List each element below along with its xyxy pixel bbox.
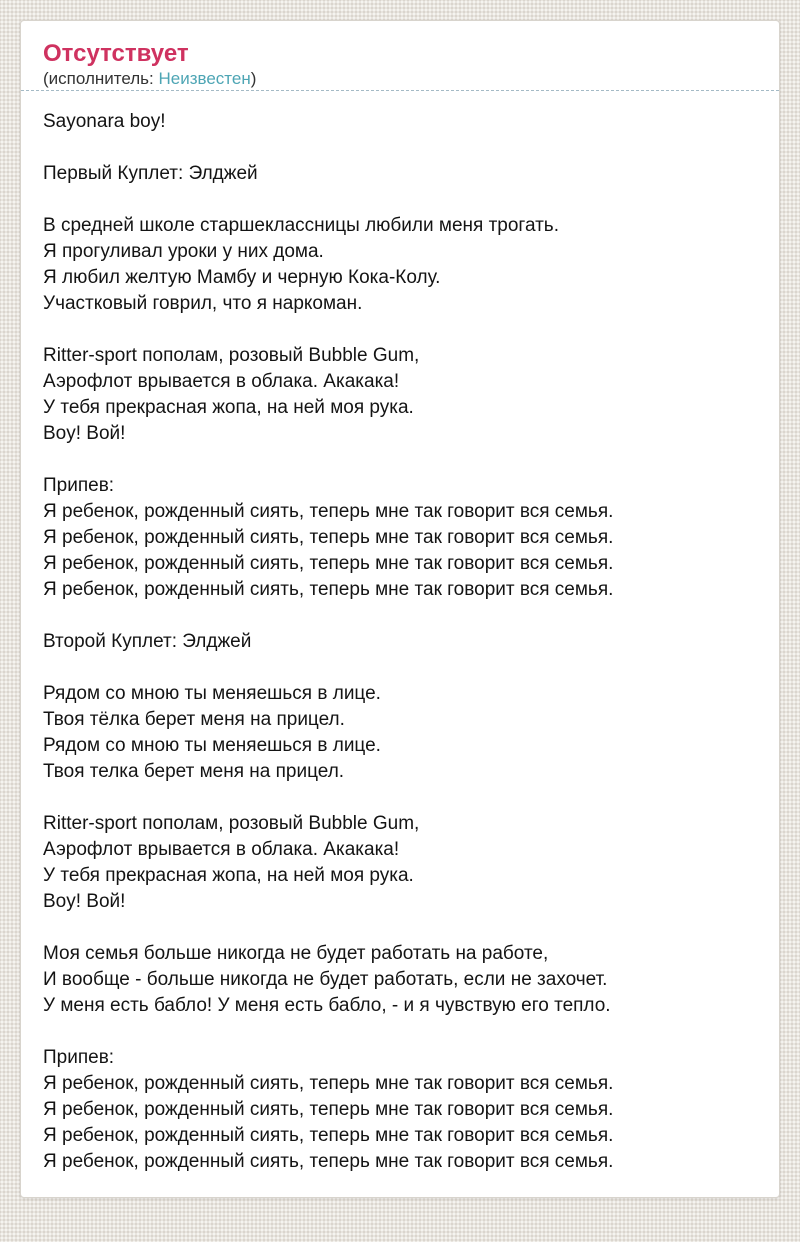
lyric-line: Я прогуливал уроки у них дома. xyxy=(43,241,324,262)
artist-link[interactable]: Неизвестен xyxy=(158,69,251,88)
lyric-line: Участковый говрил, что я наркоман. xyxy=(43,293,363,314)
lyric-line xyxy=(43,1019,757,1045)
lyric-line xyxy=(43,603,757,629)
lyric-line: Ritter-sport пополам, розовый Bubble Gum, xyxy=(43,345,420,366)
lyric-line: В средней школе старшеклассницы любили меня трогать. xyxy=(43,215,559,236)
lyric-line: Я любил желтую Мамбу и черную Кока-Колу. xyxy=(43,267,441,288)
lyric-line: Я ребенок, рожденный сиять, теперь мне так говорит вся семья. xyxy=(43,1099,614,1120)
lyric-line: У тебя прекрасная жопа, на ней моя рука. xyxy=(43,865,414,886)
artist-label-prefix: (исполнитель: xyxy=(43,69,159,88)
lyrics xyxy=(21,91,779,1175)
lyrics-card xyxy=(20,20,780,1198)
lyric-line: Ritter-sport пополам, розовый Bubble Gum, xyxy=(43,813,420,834)
lyric-line: Я ребенок, рожденный сиять, теперь мне так говорит вся семья. xyxy=(43,1125,614,1146)
lyric-line: Я ребенок, рожденный сиять, теперь мне так говорит вся семья. xyxy=(43,1151,614,1172)
lyric-line: Boy! Вой! xyxy=(43,891,126,912)
lyric-line: У тебя прекрасная жопа, на ней моя рука. xyxy=(43,397,414,418)
lyric-line xyxy=(43,187,757,213)
lyric-line: Припев: xyxy=(43,1047,115,1068)
artist-line xyxy=(43,68,757,90)
lyric-line: Я ребенок, рожденный сиять, теперь мне так говорит вся семья. xyxy=(43,579,614,600)
page-title: Отсутствует xyxy=(43,40,189,67)
lyric-line xyxy=(43,915,757,941)
lyric-line: Sayonara boy! xyxy=(43,111,166,132)
lyric-line: Я ребенок, рожденный сиять, теперь мне так говорит вся семья. xyxy=(43,553,614,574)
lyric-line xyxy=(43,317,757,343)
artist-label-suffix: ) xyxy=(250,69,257,88)
lyric-line: Припев: xyxy=(43,475,115,496)
lyric-line: Рядом со мною ты меняешься в лице. xyxy=(43,735,381,756)
song-header xyxy=(21,21,779,91)
lyric-line: Аэрофлот врывается в облака. Акакака! xyxy=(43,839,400,860)
lyric-line: Твоя тёлка берет меня на прицел. xyxy=(43,709,345,730)
lyric-line xyxy=(43,135,757,161)
lyric-line xyxy=(43,447,757,473)
lyric-line: Первый Куплет: Элджей xyxy=(43,163,258,184)
lyric-line: Я ребенок, рожденный сиять, теперь мне так говорит вся семья. xyxy=(43,501,614,522)
lyric-line: Твоя телка берет меня на прицел. xyxy=(43,761,345,782)
lyric-line: Я ребенок, рожденный сиять, теперь мне так говорит вся семья. xyxy=(43,1073,614,1094)
lyric-line: Второй Куплет: Элджей xyxy=(43,631,252,652)
lyric-line: Аэрофлот врывается в облака. Акакака! xyxy=(43,371,400,392)
lyric-line xyxy=(43,785,757,811)
lyric-line: Рядом со мною ты меняешься в лице. xyxy=(43,683,381,704)
lyric-line: Моя семья больше никогда не будет работать на работе, xyxy=(43,943,549,964)
lyric-line: Я ребенок, рожденный сиять, теперь мне так говорит вся семья. xyxy=(43,527,614,548)
lyric-line: У меня есть бабло! У меня есть бабло, - и я чувствую его тепло. xyxy=(43,995,611,1016)
lyric-line: Boy! Вой! xyxy=(43,423,126,444)
lyric-line xyxy=(43,655,757,681)
lyric-line: И вообще - больше никогда не будет работать, если не захочет. xyxy=(43,969,608,990)
